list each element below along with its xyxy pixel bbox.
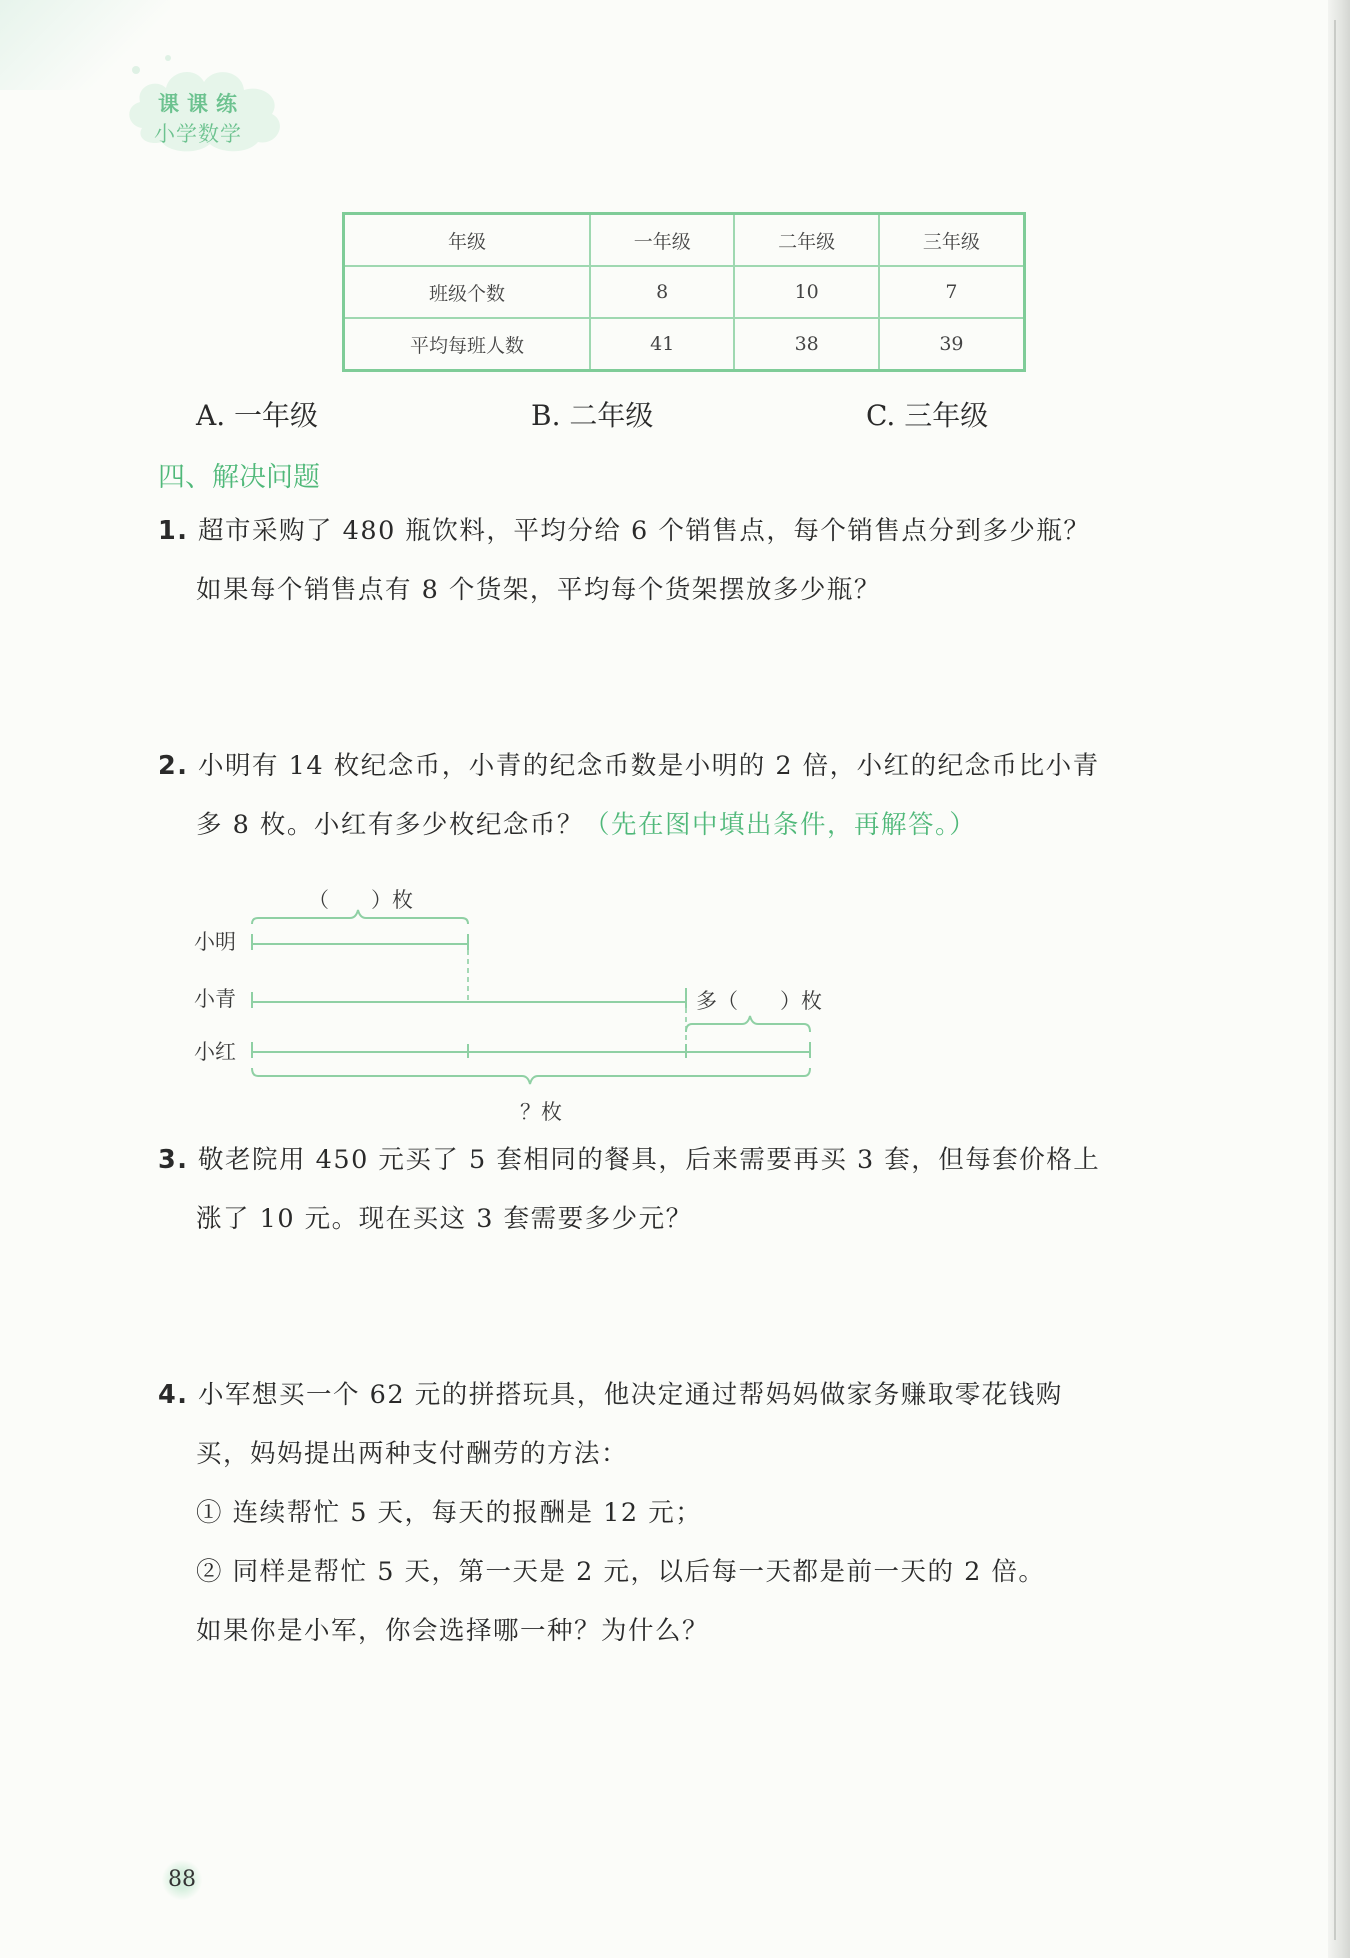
table-cell: 一年级 [590,214,734,267]
table-cell: 41 [590,318,734,371]
table-cell: 10 [734,266,878,318]
brand-line2: 小学数学 [154,122,242,146]
question-text: 买，妈妈提出两种支付酬劳的方法： [196,1439,629,1469]
question-text: 小明有 14 枚纪念币，小青的纪念币数是小明的 2 倍，小红的纪念币比小青 [198,751,1100,781]
table-cell: 年级 [344,214,591,267]
table-cell: 三年级 [879,214,1025,267]
question-number: 2. [158,751,189,781]
question-text: 如果每个销售点有 8 个货架，平均每个货架摆放多少瓶？ [196,575,881,605]
table-cell: 平均每班人数 [344,318,591,371]
question-text: 如果你是小军，你会选择哪一种？为什么？ [196,1616,710,1646]
section-title: 四、解决问题 [158,462,320,493]
question-text: 涨了 10 元。现在买这 3 套需要多少元？ [196,1204,693,1234]
choice-a: A. 一年级 [196,399,319,432]
question-number: 1. [158,516,189,546]
table-cell: 39 [879,318,1025,371]
brace-total [252,1068,810,1084]
question-text: 敬老院用 450 元买了 5 套相同的餐具，后来需要再买 3 套，但每套价格上 [198,1145,1101,1175]
table-cell: 二年级 [734,214,878,267]
question-text: 多 8 枚。小红有多少枚纪念币？ [196,810,584,840]
table-cell: 7 [879,266,1025,318]
diagram-top-label: （ ）枚 [308,888,413,912]
page-number: 88 [162,1860,202,1900]
question-number: 4. [158,1380,189,1410]
question-3 [158,1131,1100,1249]
choice-c: C. 三年级 [866,399,989,432]
diagram-row-xiaohong: 小红 [194,1040,236,1064]
option-2: ② 同样是帮忙 5 天，第一天是 2 元，以后每一天都是前一天的 2 倍。 [196,1557,1046,1587]
table-cell: 8 [590,266,734,318]
diagram-more-label: 多（ ）枚 [696,989,822,1013]
question-text: 小军想买一个 62 元的拼搭玩具，他决定通过帮妈妈做家务赚取零花钱购 [198,1380,1063,1410]
brace-more [686,1016,810,1032]
question-hint: （先在图中填出条件，再解答。） [583,810,977,840]
diagram-row-xiaoming: 小明 [194,930,236,954]
question-text: 超市采购了 480 瓶饮料，平均分给 6 个销售点，每个销售点分到多少瓶？ [198,516,1091,546]
table-cell: 38 [734,318,878,371]
diagram-row-xiaoqing: 小青 [194,987,236,1011]
diagram-bottom-label: ？枚 [520,1100,562,1124]
choice-b: B. 二年级 [531,399,654,432]
brand-line1: 课课练 [158,92,245,116]
option-1: ① 连续帮忙 5 天，每天的报酬是 12 元； [196,1498,703,1528]
table-cell: 班级个数 [344,266,591,318]
question-number: 3. [158,1145,189,1175]
question-4 [158,1366,1063,1661]
